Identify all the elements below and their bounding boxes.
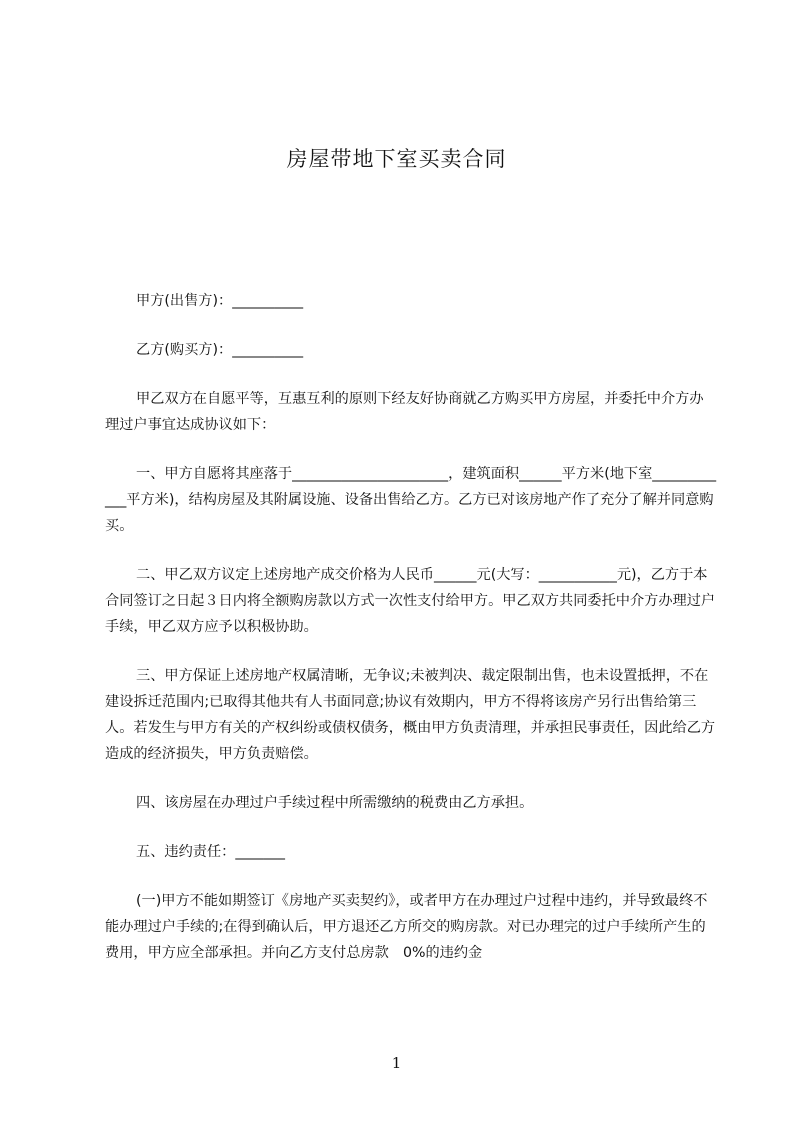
clause-4-paragraph: 四、该房屋在办理过户手续过程中所需缴纳的税费由乙方承担。 xyxy=(136,795,534,811)
clause-5-1-paragraph: (一)甲方不能如期签订《房地产买卖契约》，或者甲方在办理过户过程中违约，并导致最终不能办理过户手续的;在得到确认后，甲方退还乙方所交的购房款。对已办理完的过户手续所产生的费用，甲方应全部承担。并向乙方支付总房款 0%的违约金 xyxy=(105,893,708,961)
clause-1-paragraph: 一、甲方自愿将其座落于______________________，建筑面积______平方米(地下室____________平方米)，结构房屋及其附属设施、设备出售给乙方。乙方已对该房地产作了充分了解并同意购买。 xyxy=(105,466,717,534)
document-title: 房屋带地下室买卖合同 xyxy=(286,147,507,171)
document-body xyxy=(105,288,717,989)
buyer-line: 乙方(购买方)：__________ xyxy=(136,342,304,358)
clause-2-paragraph: 二、甲乙双方议定上述房地产成交价格为人民币______元(大写：___________元)，乙方于本合同签订之日起３日内将全额购房款以方式一次性支付给甲方。甲乙双方共同委托中介方办理过户手续，甲乙双方应予以积极协助。 xyxy=(105,567,716,635)
preamble-paragraph: 甲乙双方在自愿平等，互惠互利的原则下经友好协商就乙方购买甲方房屋，并委托中介方办理过户事宜达成协议如下： xyxy=(105,391,704,433)
clause-5-heading: 五、违约责任：_______ xyxy=(136,844,285,860)
page-number: 1 xyxy=(391,1054,402,1072)
seller-line: 甲方(出售方)：__________ xyxy=(136,293,304,309)
clause-3-paragraph: 三、甲方保证上述房地产权属清晰，无争议;未被判决、裁定限制出售，也未设置抵押，不在建设拆迁范围内;已取得其他共有人书面同意;协议有效期内，甲方不得将该房产另行出售给第三人。若发生与甲方有关的产权纠纷或债权债务，概由甲方负责清理，并承担民事责任，因此给乙方造成的经济损失，甲方负责赔偿。 xyxy=(105,668,716,762)
